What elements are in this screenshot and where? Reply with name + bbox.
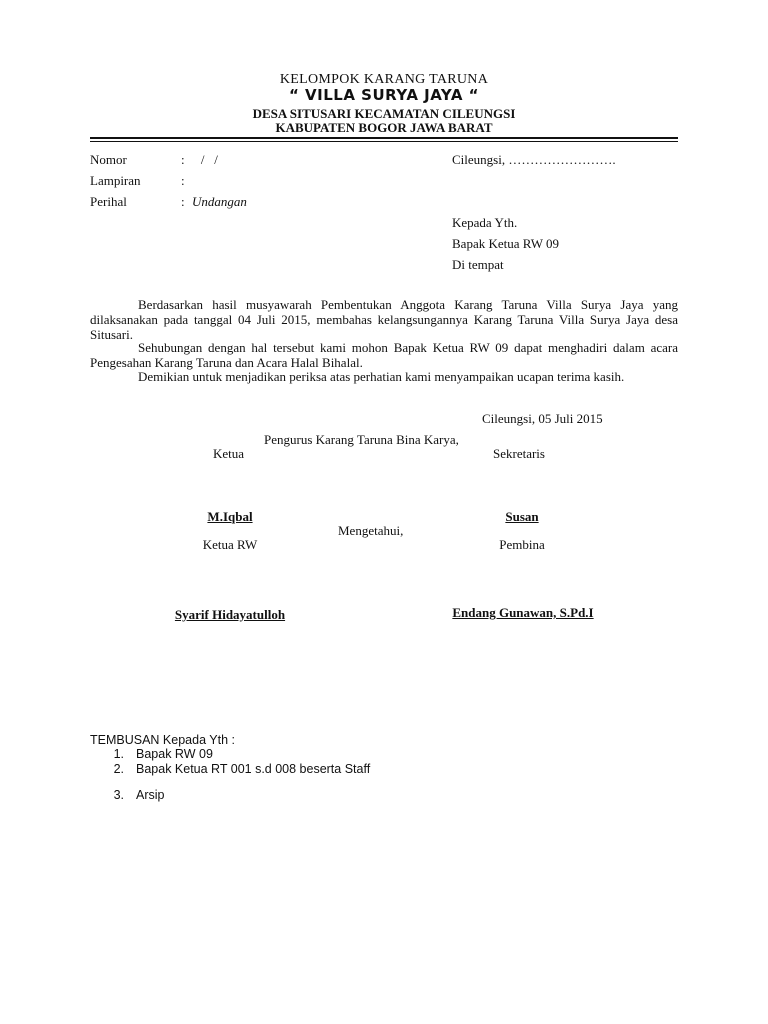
- list-item-number: 2.: [113, 762, 124, 776]
- role-sekretaris: Sekretaris: [493, 446, 545, 461]
- signature-ketua: M.Iqbal: [207, 509, 253, 524]
- perihal-colon: :: [181, 194, 185, 209]
- recipient-place: Di tempat: [452, 257, 504, 272]
- list-item-number: 3.: [113, 788, 124, 802]
- lampiran-value: :: [181, 173, 185, 188]
- committee-name: Pengurus Karang Taruna Bina Karya,: [264, 432, 459, 447]
- carbon-copy-title: TEMBUSAN Kepada Yth :: [90, 733, 235, 747]
- acknowledged-label: Mengetahui,: [338, 523, 404, 538]
- letterhead-divider-thick: [90, 137, 678, 139]
- perihal-value: Undangan: [192, 194, 247, 209]
- body-paragraph-1: Berdasarkan hasil musyawarah Pembentukan Anggota Karang Taruna Villa Surya Jaya yang dilaksanakan pada tanggal 04 Juli 2015, membahas kelangsungannya Karang Taruna Villa Surya Jaya desa Situsari.: [90, 297, 678, 342]
- role-ketua: Ketua: [213, 446, 245, 461]
- signature-pembina: Endang Gunawan, S.Pd.I: [452, 605, 594, 620]
- lampiran-label: Lampiran: [90, 173, 141, 188]
- letterhead-village: DESA SITUSARI KECAMATAN CILEUNGSI: [252, 106, 516, 121]
- closing-date: Cileungsi, 05 Juli 2015: [482, 411, 603, 426]
- signature-sekretaris: Susan: [505, 509, 539, 524]
- letterhead-divider-thin: [90, 141, 678, 142]
- nomor-value: : / /: [181, 152, 218, 167]
- list-item-text: Bapak RW 09: [136, 747, 213, 761]
- nomor-label: Nomor: [90, 152, 127, 167]
- list-item-text: Bapak Ketua RT 001 s.d 008 beserta Staff: [136, 762, 371, 776]
- recipient-greeting: Kepada Yth.: [452, 215, 518, 230]
- place-date-blank: Cileungsi, …………………….: [452, 152, 616, 167]
- letterhead-regency: KABUPATEN BOGOR JAWA BARAT: [275, 120, 493, 135]
- list-item-number: 1.: [113, 747, 124, 761]
- letterhead-name: “ VILLA SURYA JAYA “: [288, 86, 480, 104]
- role-ketua-rw: Ketua RW: [202, 537, 258, 552]
- recipient-name: Bapak Ketua RW 09: [452, 236, 559, 251]
- perihal-label: Perihal: [90, 194, 127, 209]
- role-pembina: Pembina: [499, 537, 545, 552]
- body-paragraph-2: Sehubungan dengan hal tersebut kami mohon Bapak Ketua RW 09 dapat menghadiri dalam acara Pengesahan Karang Taruna dan Acara Halal Bihalal.: [90, 340, 678, 370]
- signature-ketua-rw: Syarif Hidayatulloh: [174, 607, 286, 622]
- list-item-text: Arsip: [136, 788, 165, 802]
- body-paragraph-3: Demikian untuk menjadikan periksa atas perhatian kami menyampaikan ucapan terima kasih.: [138, 369, 625, 384]
- letterhead-org: KELOMPOK KARANG TARUNA: [279, 72, 489, 87]
